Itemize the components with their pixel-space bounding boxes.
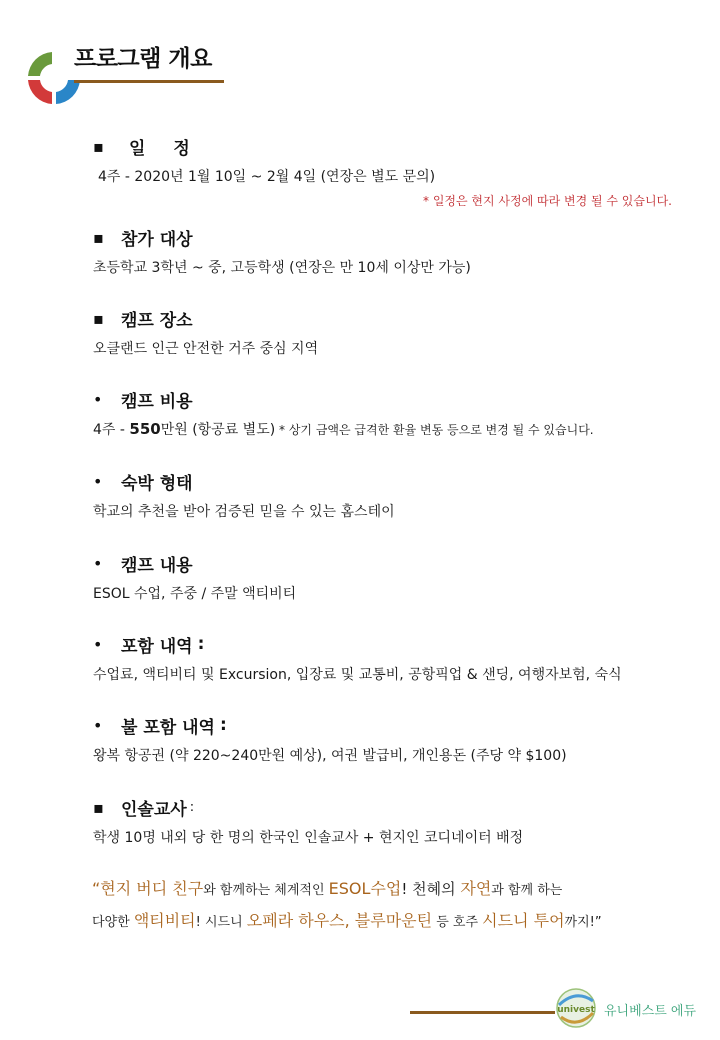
section-body: 왕복 항공권 (약 220~240만원 예상), 여권 발급비, 개인용돈 (주당 약 $100) [93, 748, 567, 764]
slogan-text: ! 천혜의 [401, 880, 461, 898]
slogan-text: 까지!” [564, 915, 602, 930]
section-body: 오클랜드 인근 안전한 거주 중심 지역 [93, 341, 319, 357]
slogan-highlight: 자연 [460, 879, 492, 898]
section-title: 포함 내역 [121, 636, 193, 657]
section-header [93, 134, 218, 158]
section-body: 초등학교 3학년 ~ 중, 고등학생 (연장은 만 10세 이상만 가능) [93, 260, 471, 276]
square-bullet-icon [93, 798, 121, 817]
round-bullet-icon [93, 716, 121, 735]
section-colon: : [197, 634, 205, 654]
slogan-text: 다양한 [92, 915, 134, 930]
slogan-quote-open: “ [92, 879, 101, 898]
footer-brand: 유니베스트 에듀 [604, 1004, 697, 1019]
slogan-text: 등 호주 [432, 915, 483, 930]
slogan-highlight: ESOL수업 [328, 879, 402, 898]
square-bullet-icon [93, 309, 121, 328]
section-title: 캠프 비용 [121, 391, 193, 412]
slogan-text: 과 함께 하는 [491, 883, 563, 898]
section-body [93, 419, 594, 439]
section-title: 인솔교사 [121, 799, 187, 820]
univest-globe-icon [553, 985, 599, 1031]
section-title: 참가 대상 [121, 229, 193, 250]
schedule-note: * 일정은 현지 사정에 따라 변경 될 수 있습니다. [423, 194, 672, 208]
section-title: 캠프 장소 [121, 310, 193, 331]
section-header [93, 469, 193, 493]
section-header [93, 632, 204, 656]
round-bullet-icon [93, 554, 121, 573]
section-body: 학생 10명 내외 당 한 명의 한국인 인솔교사 + 현지인 코디네이터 배정 [93, 830, 524, 846]
cost-note: * 상기 금액은 급격한 환율 변동 등으로 변경 될 수 있습니다. [275, 423, 594, 437]
section-header [93, 713, 227, 737]
section-title: 불 포함 내역 [121, 717, 215, 738]
section-header [93, 306, 193, 330]
section-title: 일정 [129, 138, 218, 159]
section-body: 수업료, 액티비티 및 Excursion, 입장료 및 교통비, 공항픽업 & 샌딩, 여행자보험, 숙식 [93, 667, 622, 683]
section-body: 학교의 추천을 받아 검증된 믿을 수 있는 홈스테이 [93, 504, 395, 520]
section-colon: : [219, 715, 227, 735]
cost-price: 550 [129, 420, 161, 438]
round-bullet-icon [93, 472, 121, 491]
cost-suffix: 만원 (항공료 별도) [160, 422, 276, 438]
section-colon: : [189, 799, 195, 815]
section-header [93, 387, 193, 411]
slogan-highlight: 시드니 투어 [482, 911, 565, 930]
section-header [93, 225, 193, 249]
section-header [93, 551, 193, 575]
cost-prefix: 4주 - [93, 422, 130, 438]
section-title: 숙박 형태 [121, 473, 193, 494]
univest-logo-text: univest [557, 1005, 595, 1015]
slogan-line-2 [92, 908, 602, 931]
slogan-line-1 [92, 876, 562, 899]
title-underline [74, 80, 224, 83]
section-header [93, 795, 194, 819]
page-title: 프로그램 개요 [74, 46, 212, 72]
slogan-highlight: 액티비티 [133, 911, 196, 930]
slogan-text: 와 함께하는 체계적인 [203, 883, 329, 898]
round-bullet-icon [93, 635, 121, 654]
slogan-highlight: 현지 버디 친구 [100, 879, 204, 898]
section-title: 캠프 내용 [121, 555, 193, 576]
slogan-highlight: 오페라 하우스, 블루마운틴 [246, 911, 433, 930]
square-bullet-icon [93, 137, 121, 156]
section-body: 4주 - 2020년 1월 10일 ~ 2월 4일 (연장은 별도 문의) [98, 169, 436, 185]
footer-line [410, 1011, 555, 1014]
round-bullet-icon [93, 390, 121, 409]
section-body: ESOL 수업, 주중 / 주말 액티비티 [93, 586, 297, 602]
square-bullet-icon [93, 228, 121, 247]
slogan-text: ! 시드니 [195, 915, 247, 930]
